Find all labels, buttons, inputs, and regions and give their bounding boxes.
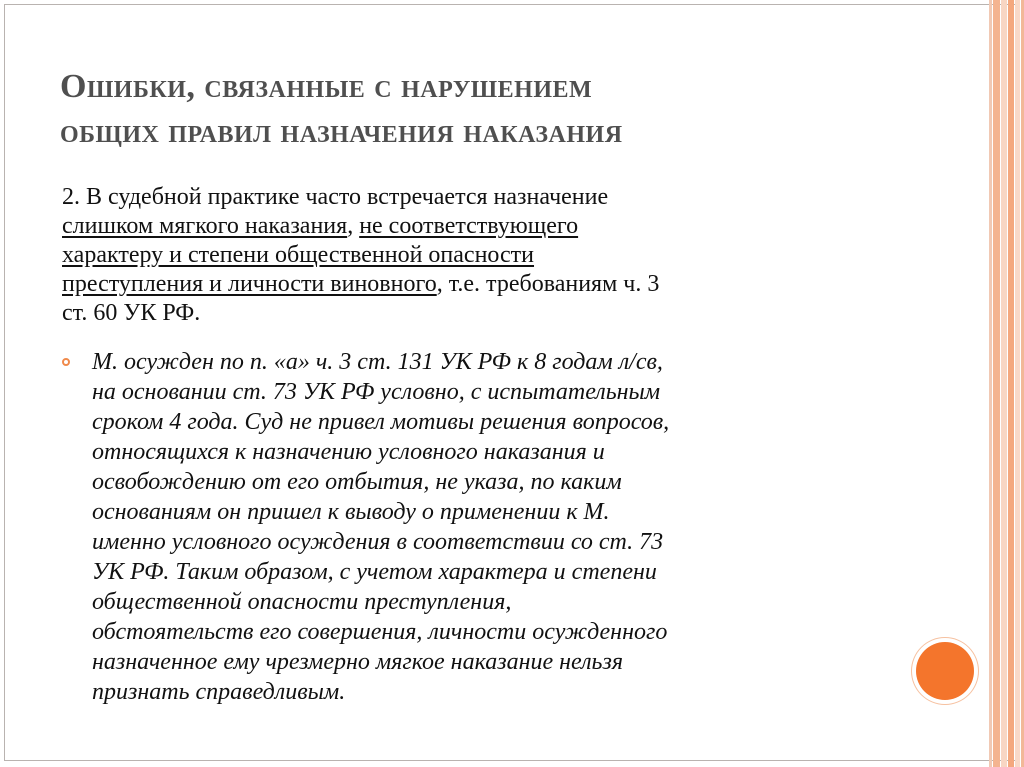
stripe xyxy=(993,0,1000,767)
bullet-line: относящихся к назначению условного наказания и xyxy=(92,439,605,465)
bullet-text xyxy=(92,347,922,707)
bullet-line: признать справедливым. xyxy=(92,679,346,705)
paragraph-line-4 xyxy=(62,270,942,299)
underlined-phrase: слишком мягкого наказания xyxy=(62,213,348,239)
bullet-line: обстоятельств его совершения, личности осужденного xyxy=(92,619,668,645)
decorative-stripes xyxy=(984,0,1024,767)
paragraph-line-5: ст. 60 УК РФ. xyxy=(62,300,201,326)
stripe xyxy=(1008,0,1014,767)
bullet-line: основаниям он пришел к выводу о применении к М. xyxy=(92,499,610,525)
bullet-line: именно условного осуждения в соответствии со ст. 73 xyxy=(92,529,664,555)
bullet-line: М. осужден по п. «а» ч. 3 ст. 131 УК РФ к 8 годам л/св, xyxy=(92,349,663,375)
stripe xyxy=(1001,0,1007,767)
bullet-line: УК РФ. Таким образом, с учетом характера и степени xyxy=(92,559,657,585)
paragraph-text: , т.е. требованиям ч. 3 xyxy=(436,271,660,297)
title-line-1: Ошибки, связанные с нарушением xyxy=(60,68,593,105)
bullet-line: сроком 4 года. Суд не привел мотивы решения вопросов, xyxy=(92,409,670,435)
orange-circle-decoration xyxy=(916,642,974,700)
intro-paragraph xyxy=(62,183,942,328)
bullet-line: общественной опасности преступления, xyxy=(92,589,512,615)
bullet-line: назначенное ему чрезмерно мягкое наказание нельзя xyxy=(92,649,623,675)
stripe xyxy=(1015,0,1020,767)
title-line-2: общих правил назначения наказания xyxy=(60,113,623,150)
slide-title xyxy=(60,64,940,154)
ring-bullet-icon xyxy=(62,358,70,366)
underlined-phrase: не соответствующего xyxy=(359,213,579,239)
underlined-phrase: преступления и личности виновного xyxy=(62,271,437,297)
paragraph-line-3 xyxy=(62,241,942,270)
separator: , xyxy=(347,213,360,239)
underlined-phrase: характеру и степени общественной опасности xyxy=(62,242,535,268)
paragraph-line-1: 2. В судебной практике часто встречается назначение xyxy=(62,184,609,210)
paragraph-line-2 xyxy=(62,212,942,241)
bullet-line: на основании ст. 73 УК РФ условно, с испытательным xyxy=(92,379,661,405)
bullet-line: освобождению от его отбытия, не указа, по каким xyxy=(92,469,622,495)
stripe xyxy=(989,0,992,767)
